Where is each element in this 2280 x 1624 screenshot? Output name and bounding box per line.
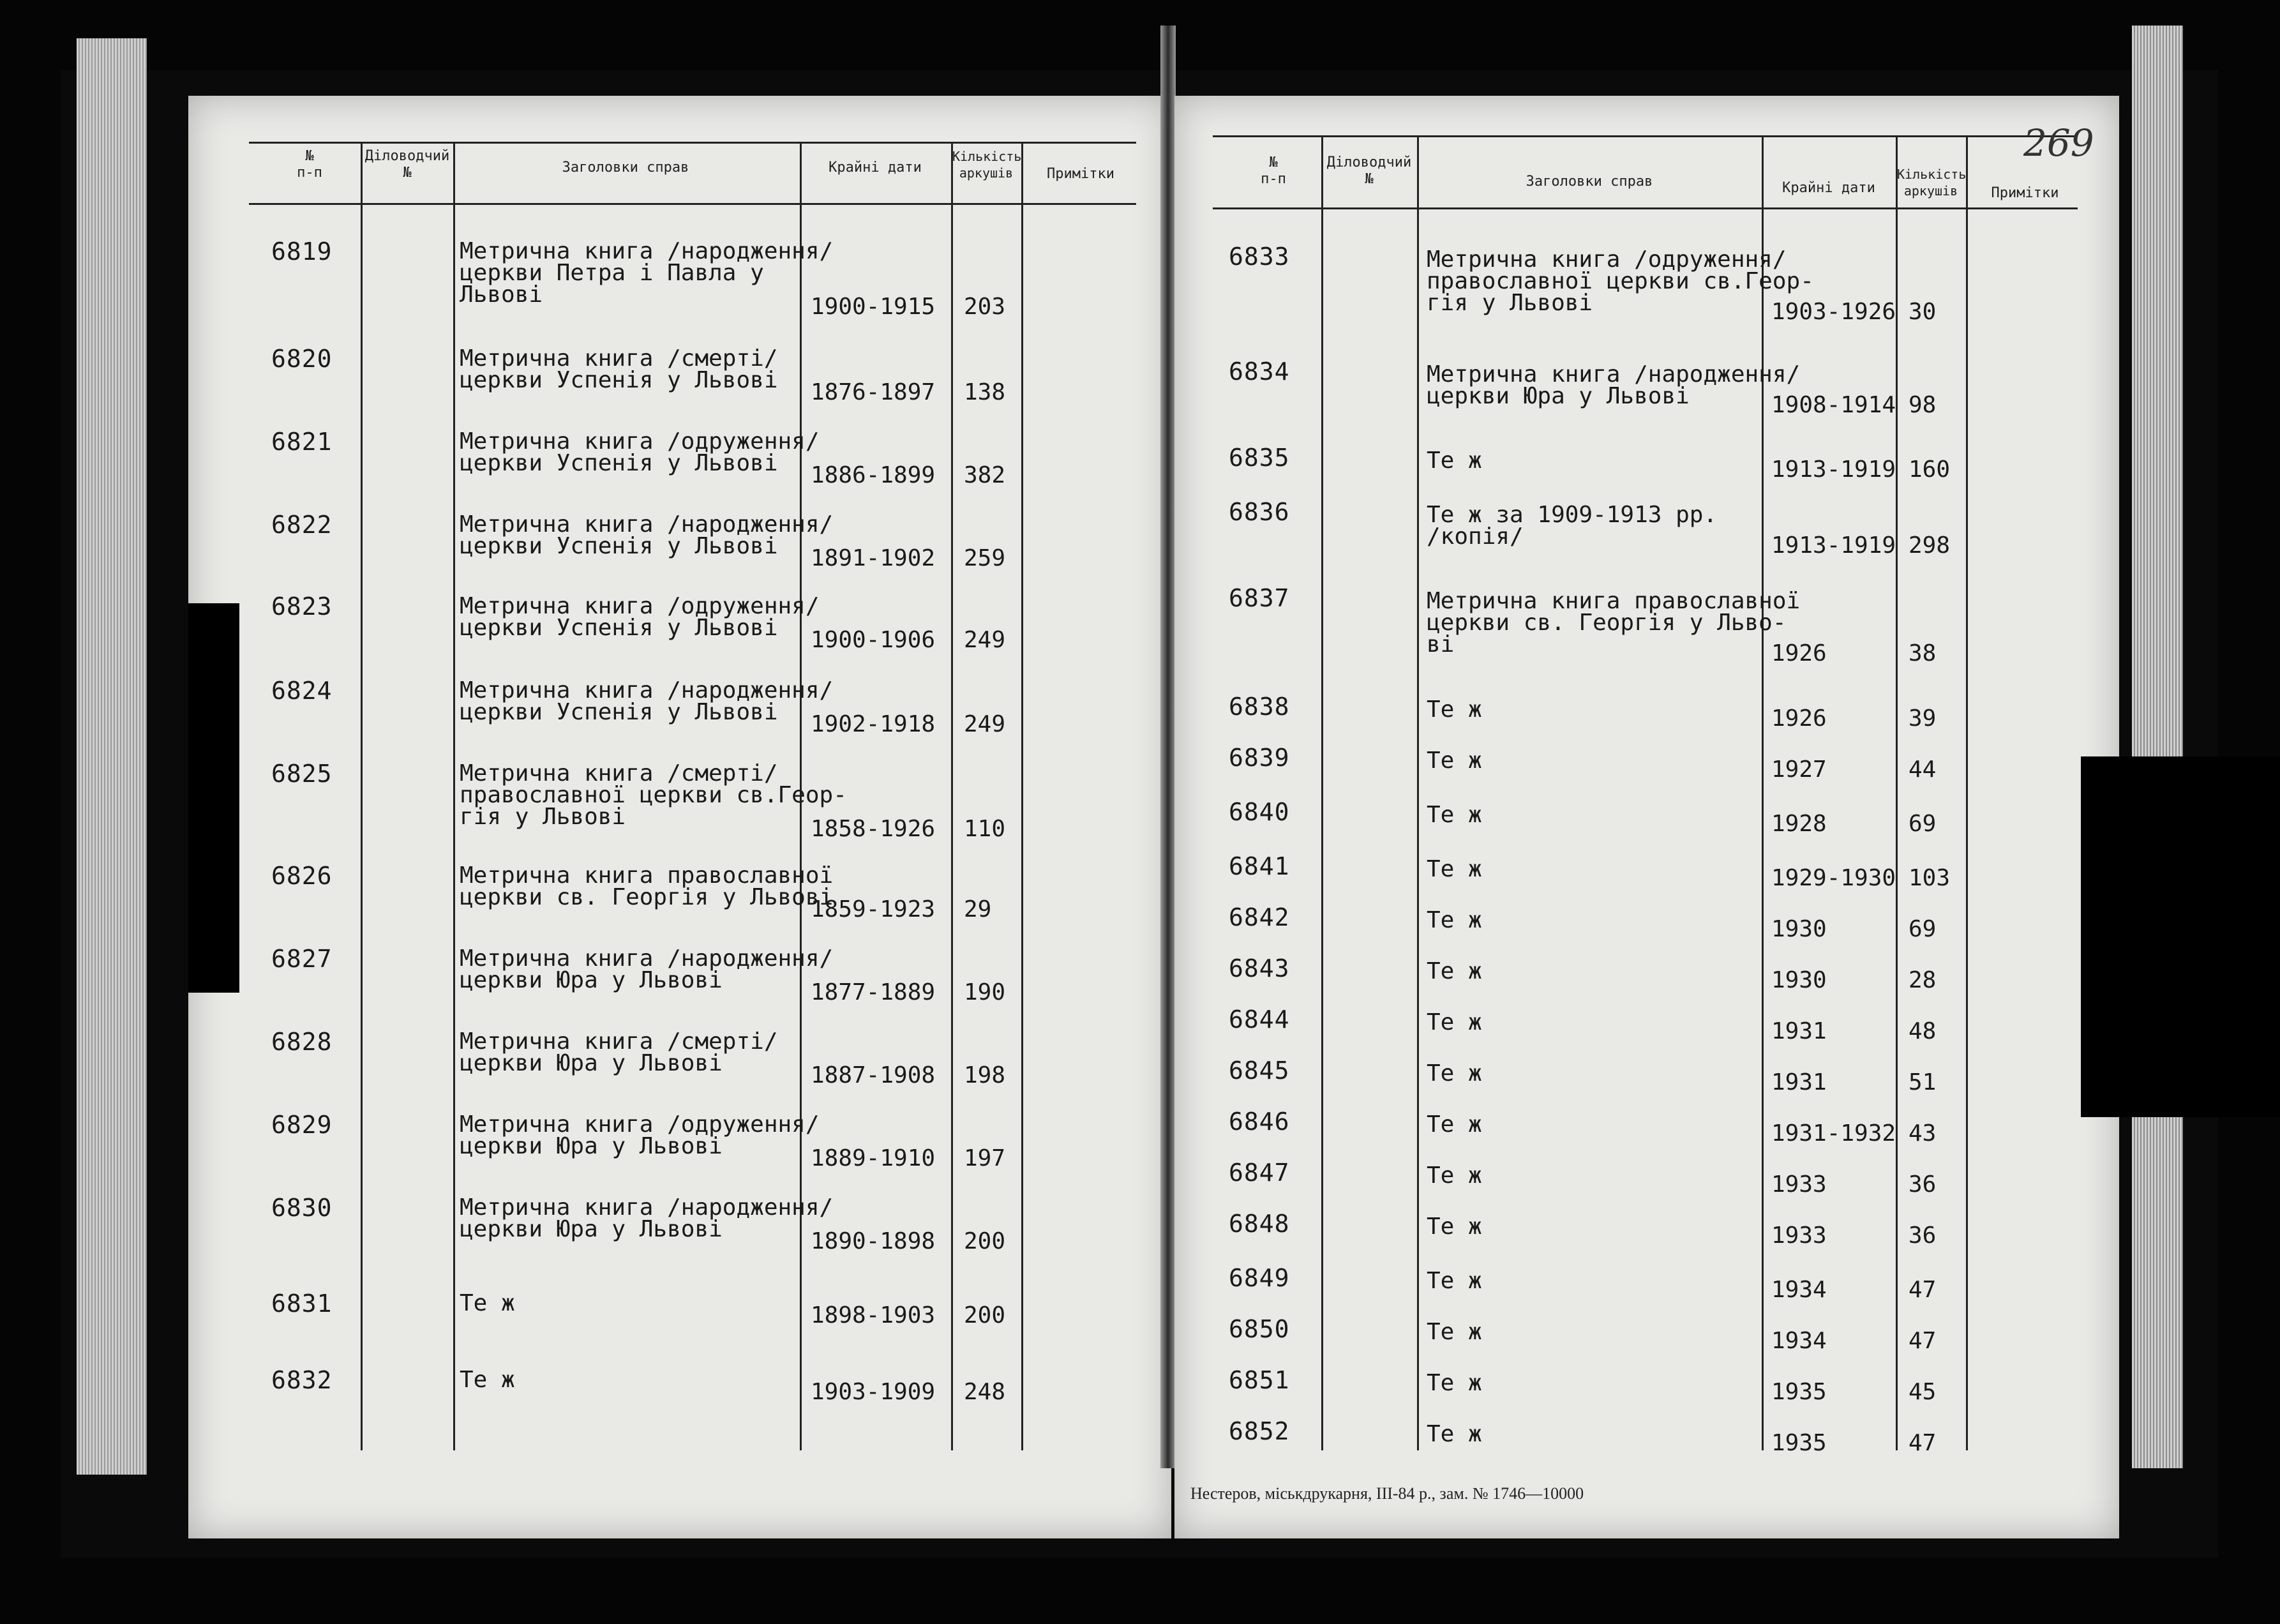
column-rule (1021, 142, 1023, 1450)
entry-sheets: 197 (964, 1145, 1006, 1171)
entry-dates: 1930 (1771, 916, 1827, 942)
entry-dates: 1926 (1771, 705, 1827, 732)
entry-number: 6836 (1229, 498, 1290, 526)
entry-sheets: 39 (1909, 705, 1937, 732)
entry-dates: 1859-1923 (811, 896, 936, 922)
column-rule (453, 142, 455, 1450)
entry-number: 6840 (1229, 798, 1290, 826)
header-top-rule (249, 142, 1136, 144)
column-rule (1321, 135, 1323, 1450)
entry-sheets: 298 (1909, 532, 1951, 559)
entry-dates: 1928 (1771, 811, 1827, 837)
entry-sheets: 160 (1909, 456, 1951, 483)
entry-title: Метрична книга /народження/ церкви Успенія у Львові (460, 511, 834, 559)
entry-dates: 1913-1919 (1771, 456, 1896, 483)
entry-dates: 1898-1903 (811, 1302, 936, 1328)
entry-sheets: 200 (964, 1228, 1006, 1254)
entry-sheets: 28 (1909, 967, 1937, 993)
entry-dates: 1933 (1771, 1171, 1827, 1198)
entry-sheets: 29 (964, 896, 992, 922)
header-clerk: Діловодчий № (1326, 154, 1412, 187)
entry-number: 6826 (271, 862, 333, 890)
entry-number: 6843 (1229, 954, 1290, 982)
header-titles: Заголовки справ (1526, 174, 1653, 190)
entry-title: Метрична книга православної церкви св. Георгія у Львові (460, 862, 834, 910)
entry-title: Те ж (1427, 856, 1482, 882)
entry-sheets: 36 (1909, 1171, 1937, 1198)
entry-title: Те ж (1427, 958, 1482, 984)
header-sheets: Кількість аркушів (1897, 167, 1967, 199)
entry-dates: 1931 (1771, 1018, 1827, 1044)
entry-number: 6835 (1229, 444, 1290, 472)
entry-title: Те ж (1427, 802, 1482, 828)
entry-title: Те ж (1427, 1009, 1482, 1035)
entry-sheets: 30 (1909, 299, 1937, 325)
entry-number: 6838 (1229, 693, 1290, 721)
entry-sheets: 69 (1909, 811, 1937, 837)
entry-dates: 1891-1902 (811, 545, 936, 571)
entry-title: Метрична книга /смерті/ церкви Юра у Львові (460, 1028, 778, 1076)
header-bottom-rule (249, 203, 1136, 205)
printer-footer: Нестеров, міськдрукарня, ІІІ-84 р., зам. № 1746—10000 (1190, 1484, 1584, 1503)
entry-number: 6827 (271, 945, 333, 973)
entry-title: Метрична книга /народження/ церкви Юра у Львові (460, 1194, 834, 1242)
entry-dates: 1935 (1771, 1379, 1827, 1405)
entry-dates: 1890-1898 (811, 1228, 936, 1254)
entry-number: 6824 (271, 677, 333, 705)
entry-sheets: 249 (964, 711, 1006, 737)
entry-sheets: 200 (964, 1302, 1006, 1328)
entry-sheets: 47 (1909, 1430, 1937, 1456)
entry-number: 6852 (1229, 1417, 1290, 1445)
entry-title: Те ж (460, 1290, 515, 1316)
header-notes: Примітки (1047, 166, 1114, 182)
entry-title: Метрична книга /одруження/ церкви Юра у Львові (460, 1111, 820, 1159)
entry-dates: 1931 (1771, 1069, 1827, 1095)
entry-sheets: 382 (964, 462, 1006, 488)
header-notes: Примітки (1991, 185, 2059, 201)
entry-number: 6845 (1229, 1056, 1290, 1085)
column-rule (1966, 135, 1968, 1450)
entry-sheets: 36 (1909, 1222, 1937, 1249)
entry-dates: 1926 (1771, 640, 1827, 666)
entry-dates: 1900-1915 (811, 294, 936, 320)
entry-title: Те ж за 1909-1913 рр. /копія/ (1427, 502, 1718, 550)
entry-title: Те ж (1427, 1060, 1482, 1086)
entry-dates: 1927 (1771, 756, 1827, 783)
entry-title: Те ж (1427, 1370, 1482, 1396)
entry-dates: 1858-1926 (811, 816, 936, 842)
entry-number: 6844 (1229, 1005, 1290, 1034)
entry-title: Метрична книга /смерті/ церкви Успенія у Львові (460, 345, 778, 393)
entry-title: Те ж (1427, 1162, 1482, 1189)
entry-number: 6846 (1229, 1108, 1290, 1136)
entry-dates: 1913-1919 (1771, 532, 1896, 559)
entry-sheets: 47 (1909, 1277, 1937, 1303)
entry-number: 6848 (1229, 1210, 1290, 1238)
entry-number: 6841 (1229, 852, 1290, 880)
entry-title: Те ж (1427, 1319, 1482, 1345)
header-dates: Крайні дати (829, 160, 922, 176)
entry-number: 6828 (271, 1028, 333, 1056)
entry-title: Те ж (1427, 1214, 1482, 1240)
header-bottom-rule (1213, 207, 2078, 209)
entry-number: 6849 (1229, 1264, 1290, 1292)
entry-title: Метрична книга /народження/ церкви Успенія у Львові (460, 677, 834, 725)
entry-dates: 1934 (1771, 1277, 1827, 1303)
entry-number: 6821 (271, 428, 333, 456)
entry-dates: 1900-1906 (811, 627, 936, 653)
entry-number: 6829 (271, 1111, 333, 1139)
column-rule (361, 142, 363, 1450)
header-num: № п-п (297, 148, 322, 181)
entry-number: 6819 (271, 237, 333, 266)
entry-number: 6831 (271, 1289, 333, 1318)
entry-number: 6851 (1229, 1366, 1290, 1394)
entry-number: 6839 (1229, 744, 1290, 772)
entry-title: Метрична книга православної церкви св. Георгія у Льво- ві (1427, 588, 1801, 658)
entry-title: Те ж (1427, 696, 1482, 723)
entry-sheets: 138 (964, 379, 1006, 405)
entry-number: 6834 (1229, 357, 1290, 386)
entry-title: Те ж (1427, 907, 1482, 933)
entry-sheets: 249 (964, 627, 1006, 653)
entry-sheets: 43 (1909, 1120, 1937, 1147)
entry-dates: 1903-1926 (1771, 299, 1896, 325)
header-dates: Крайні дати (1782, 180, 1875, 196)
entry-number: 6837 (1229, 584, 1290, 612)
entry-title: Те ж (1427, 1421, 1482, 1447)
entry-sheets: 98 (1909, 392, 1937, 418)
entry-sheets: 259 (964, 545, 1006, 571)
page-number: 269 (2023, 121, 2094, 165)
entry-dates: 1877-1889 (811, 979, 936, 1005)
column-rule (1896, 135, 1898, 1450)
entry-title: Метрична книга /одруження/ церкви Успенія у Львові (460, 428, 820, 476)
entry-number: 6820 (271, 345, 333, 373)
entry-sheets: 103 (1909, 865, 1951, 891)
entry-dates: 1929-1930 (1771, 865, 1896, 891)
header-top-rule (1213, 135, 2078, 137)
entry-title: Те ж (1427, 748, 1482, 774)
entry-title: Метрична книга /одруження/ церкви Успенія у Львові (460, 593, 820, 641)
entry-number: 6830 (271, 1194, 333, 1222)
entry-sheets: 47 (1909, 1328, 1937, 1354)
spine-gutter (1160, 26, 1176, 1468)
right-page-edges (2132, 26, 2183, 1468)
entry-sheets: 38 (1909, 640, 1937, 666)
entry-dates: 1876-1897 (811, 379, 936, 405)
entry-sheets: 45 (1909, 1379, 1937, 1405)
entry-number: 6833 (1229, 243, 1290, 271)
entry-dates: 1931-1932 (1771, 1120, 1896, 1147)
left-page-edges (77, 38, 147, 1475)
entry-dates: 1933 (1771, 1222, 1827, 1249)
entry-title: Метрична книга /смерті/ православної церкви св.Геор- гія у Львові (460, 760, 847, 830)
left-bookmark-tab (188, 603, 239, 993)
entry-sheets: 69 (1909, 916, 1937, 942)
entry-title: Те ж (1427, 1268, 1482, 1294)
entry-title: Те ж (1427, 1111, 1482, 1138)
entry-sheets: 44 (1909, 756, 1937, 783)
entry-number: 6825 (271, 760, 333, 788)
column-rule (951, 142, 953, 1450)
entry-title: Те ж (460, 1367, 515, 1393)
entry-dates: 1889-1910 (811, 1145, 936, 1171)
entry-title: Те ж (1427, 447, 1482, 474)
header-sheets: Кількість аркушів (952, 149, 1022, 181)
entry-number: 6832 (271, 1366, 333, 1394)
entry-dates: 1903-1909 (811, 1379, 936, 1405)
entry-sheets: 248 (964, 1379, 1006, 1405)
entry-dates: 1935 (1771, 1430, 1827, 1456)
column-rule (1417, 135, 1419, 1450)
entry-dates: 1902-1918 (811, 711, 936, 737)
entry-dates: 1887-1908 (811, 1062, 936, 1088)
header-titles: Заголовки справ (562, 160, 689, 176)
entry-title: Метрична книга /народження/ церкви Юра у Львові (460, 945, 834, 993)
entry-sheets: 198 (964, 1062, 1006, 1088)
left-page (188, 96, 1171, 1538)
column-rule (1762, 135, 1764, 1450)
entry-number: 6822 (271, 511, 333, 539)
entry-sheets: 51 (1909, 1069, 1937, 1095)
entry-sheets: 190 (964, 979, 1006, 1005)
entry-dates: 1886-1899 (811, 462, 936, 488)
entry-title: Метрична книга /народження/ церкви Петра і Павла у Львові (460, 238, 834, 308)
entry-sheets: 203 (964, 294, 1006, 320)
right-bookmark-tab (2081, 756, 2280, 1117)
entry-title: Метрична книга /одруження/ православної церкви св.Геор- гія у Львові (1427, 246, 1814, 316)
entry-number: 6823 (271, 592, 333, 620)
header-clerk: Діловодчий № (364, 148, 450, 181)
entry-number: 6847 (1229, 1159, 1290, 1187)
entry-dates: 1934 (1771, 1328, 1827, 1354)
entry-dates: 1930 (1771, 967, 1827, 993)
right-page (1174, 96, 2119, 1538)
header-num: № п-п (1261, 154, 1286, 187)
entry-number: 6850 (1229, 1315, 1290, 1343)
entry-dates: 1908-1914 (1771, 392, 1896, 418)
entry-sheets: 110 (964, 816, 1006, 842)
entry-sheets: 48 (1909, 1018, 1937, 1044)
entry-title: Метрична книга /народження/ церкви Юра у Львові (1427, 361, 1801, 409)
entry-number: 6842 (1229, 903, 1290, 931)
